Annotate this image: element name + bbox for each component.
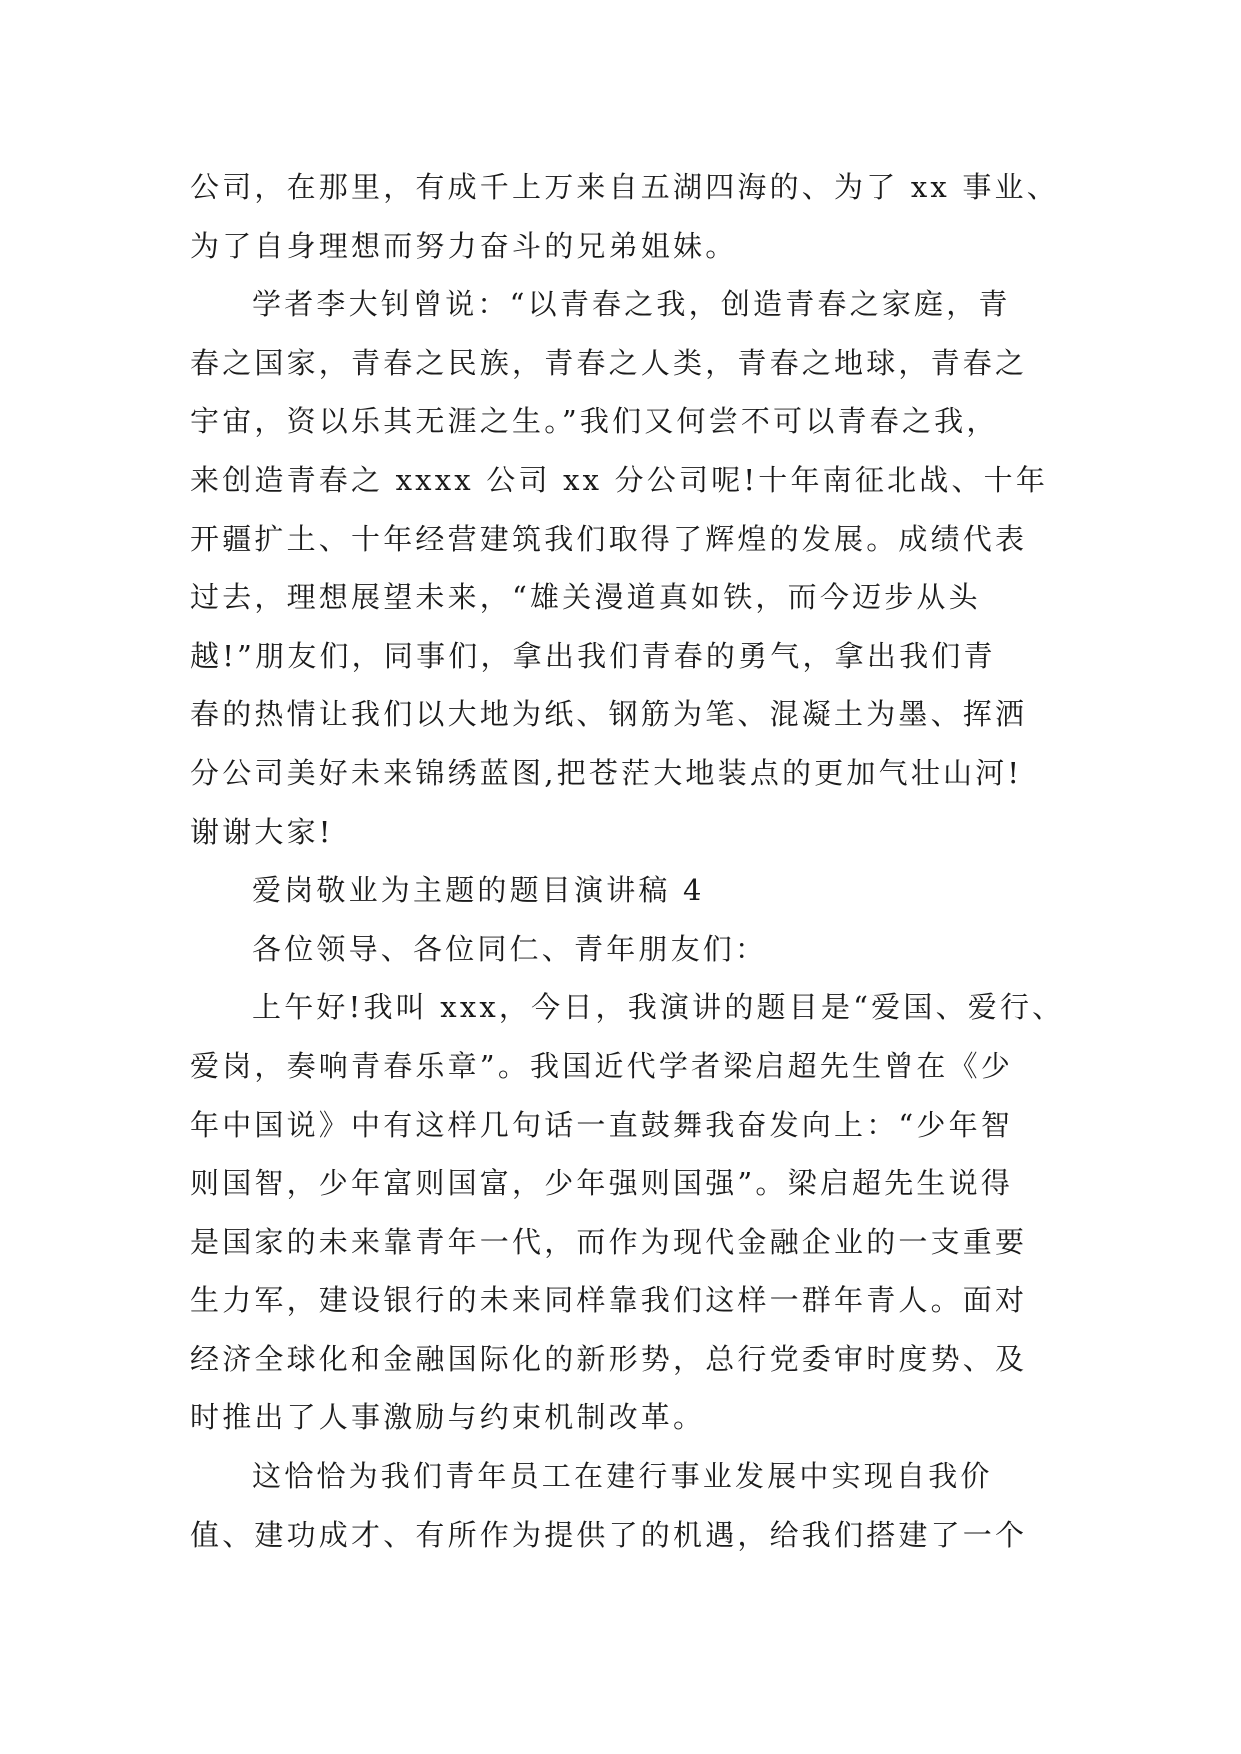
text-line: 则国智，少年富则国富，少年强则国强”。梁启超先生说得: [190, 1166, 1014, 1201]
text-line: 年中国说》中有这样几句话一直鼓舞我奋发向上：“少年智: [190, 1107, 1014, 1142]
text-line: 爱岗，奏响青春乐章”。我国近代学者梁启超先生曾在《少: [190, 1048, 1014, 1083]
text-line: 春的热情让我们以大地为纸、钢筋为笔、混凝土为墨、挥洒: [190, 697, 1028, 732]
text-line: 开疆扩土、十年经营建筑我们取得了辉煌的发展。成绩代表: [190, 521, 1028, 556]
text-line: 值、建功成才、有所作为提供了的机遇，给我们搭建了一个: [190, 1517, 1028, 1552]
paragraph-start-line: 上午好!我叫 xxx，今日，我演讲的题目是“爱国、爱行、: [252, 990, 1065, 1025]
text-line: 时推出了人事激励与约束机制改革。: [190, 1400, 706, 1435]
text-line: 过去，理想展望未来，“雄关漫道真如铁，而今迈步从头: [190, 580, 981, 615]
text-line: 宇宙，资以乐其无涯之生。”我们又何尝不可以青春之我，: [190, 404, 999, 439]
section-heading: 爱岗敬业为主题的题目演讲稿 4: [252, 873, 705, 908]
text-line: 来创造青春之 xxxx 公司 xx 分公司呢!十年南征北战、十年: [190, 462, 1049, 497]
text-line: 是国家的未来靠青年一代，而作为现代金融企业的一支重要: [190, 1224, 1028, 1259]
text-line: 生力军，建设银行的未来同样靠我们这样一群年青人。面对: [190, 1283, 1028, 1318]
text-line: 越!”朋友们，同事们，拿出我们青春的勇气，拿出我们青: [190, 638, 996, 673]
text-line: 春之国家，青春之民族，青春之人类，青春之地球，青春之: [190, 345, 1028, 380]
paragraph-start-line: 学者李大钊曾说：“以青春之我，创造青春之家庭，青: [252, 287, 1011, 322]
text-line: 谢谢大家!: [190, 814, 334, 849]
salutation: 各位领导、各位同仁、青年朋友们：: [252, 931, 768, 966]
text-line: 公司，在那里，有成千上万来自五湖四海的、为了 xx 事业、: [190, 170, 1059, 204]
document-body: [190, 158, 1065, 1564]
text-line: 为了自身理想而努力奋斗的兄弟姐妹。: [190, 228, 738, 263]
text-line: 分公司美好未来锦绣蓝图,把苍茫大地装点的更加气壮山河!: [190, 755, 1023, 790]
text-line: 经济全球化和金融国际化的新形势，总行党委审时度势、及: [190, 1341, 1028, 1376]
paragraph-start-line: 这恰恰为我们青年员工在建行事业发展中实现自我价: [252, 1459, 993, 1494]
